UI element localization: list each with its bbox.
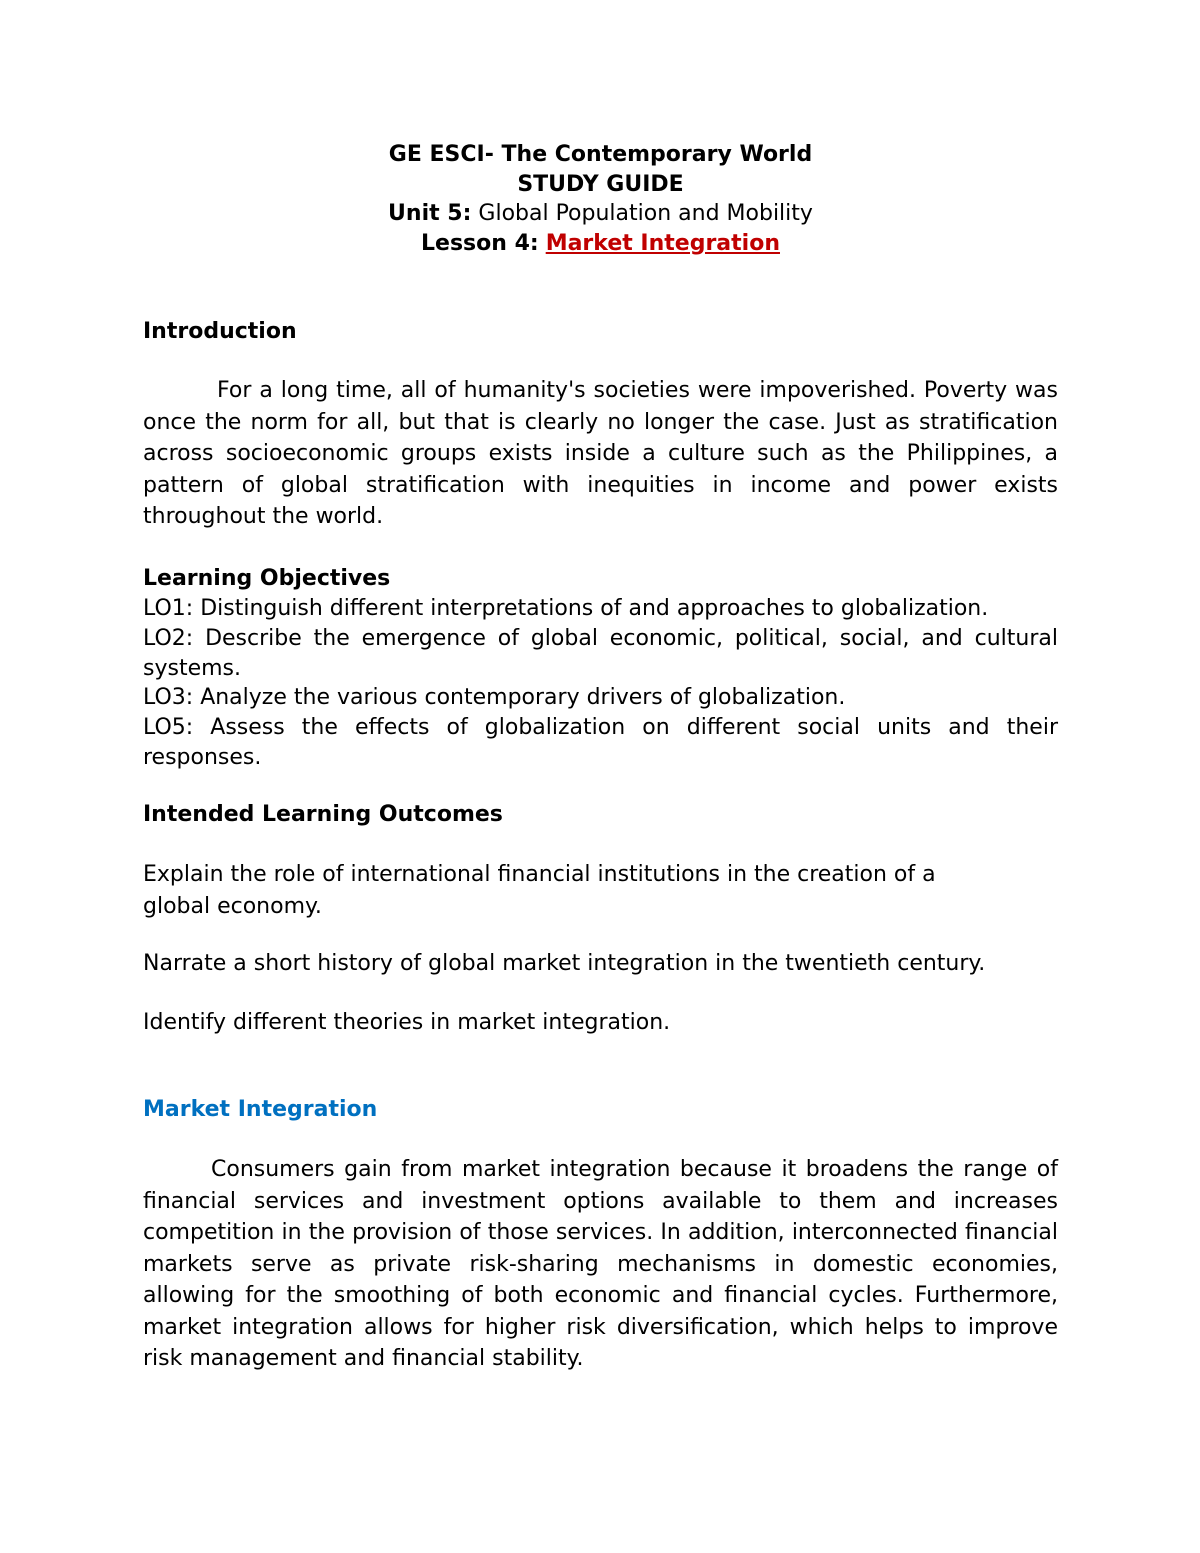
outcome-item-1: Explain the role of international financial institutions in the creation of a global economy.	[143, 862, 936, 919]
unit-line	[143, 199, 1058, 229]
introduction-paragraph: For a long time, all of humanity's societies were impoverished. Poverty was once the norm for all, but that is clearly no longer the case. Just as stratification across socioeconomic groups exists inside a culture such as the Philippines, a pattern of global stratification with inequities in income and power exists throughout the world.	[143, 378, 1058, 529]
learning-objectives-heading: Learning Objectives	[143, 566, 391, 591]
objective-item-lo2: LO2: Describe the emergence of global economic, political, social, and cultural systems.	[143, 625, 1058, 681]
intended-outcomes-heading: Intended Learning Outcomes	[143, 802, 503, 827]
objective-item-lo1: LO1: Distinguish different interpretations of and approaches to globalization.	[143, 596, 989, 621]
document-type: STUDY GUIDE	[517, 171, 684, 197]
outcome-item-3: Identify different theories in market integration.	[143, 1010, 671, 1035]
market-integration-paragraph: Consumers gain from market integration because it broadens the range of financial services and investment options available to them and increases competition in the provision of those services. In addition, interconnected financial markets serve as private risk-sharing mechanisms in domestic economies, allowing for the smoothing of both economic and financial cycles. Furthermore, market integration allows for higher risk diversification, which helps to improve risk management and financial stability.	[143, 1157, 1058, 1371]
objective-item-lo5: LO5: Assess the effects of globalization on different social units and their responses.	[143, 715, 1058, 770]
unit-label: Unit 5:	[388, 201, 472, 226]
course-title: GE ESCI- The Contemporary World	[388, 142, 813, 167]
lesson-line	[143, 229, 1058, 259]
unit-title: Global Population and Mobility	[478, 201, 813, 226]
outcome-item-2: Narrate a short history of global market integration in the twentieth century.	[143, 951, 986, 976]
introduction-heading: Introduction	[143, 319, 297, 344]
objective-item-lo3: LO3: Analyze the various contemporary drivers of globalization.	[143, 685, 846, 711]
lesson-title-link[interactable]: Market Integration	[545, 230, 780, 256]
learning-objectives-list	[143, 594, 1058, 773]
lesson-label: Lesson 4:	[421, 230, 539, 256]
document-header	[143, 140, 1058, 258]
market-integration-heading: Market Integration	[143, 1097, 378, 1122]
